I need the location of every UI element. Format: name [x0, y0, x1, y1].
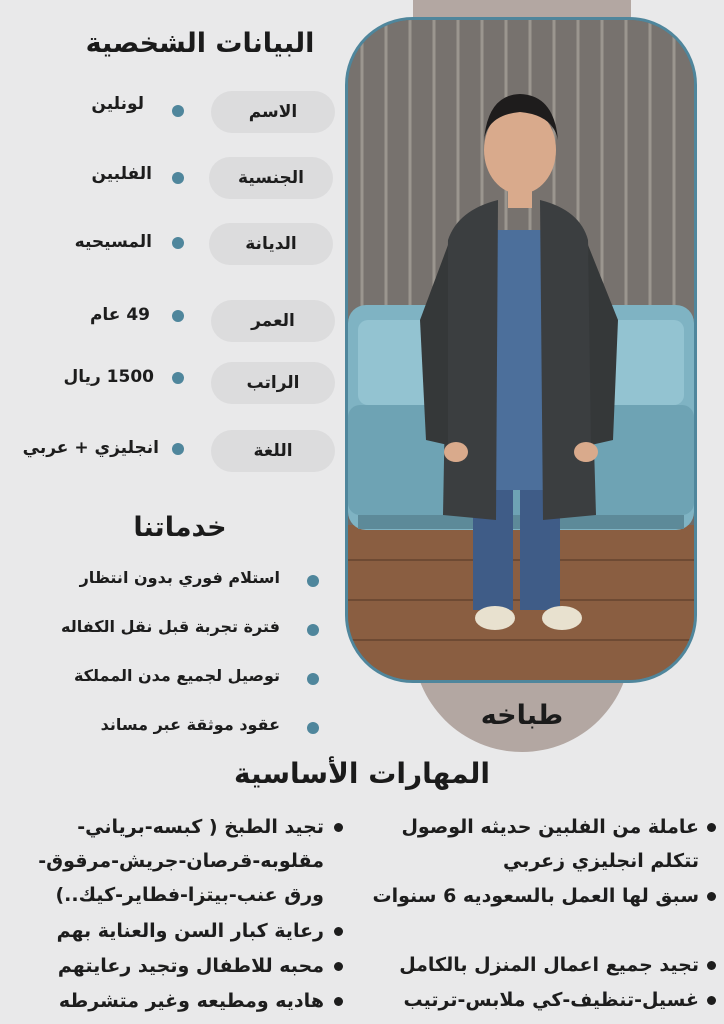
bullet-dot: [172, 372, 184, 384]
job-title: طباخه: [480, 700, 564, 731]
bullet-dot: [307, 624, 319, 636]
bullet-dot: [307, 722, 319, 734]
service-item: عقود موثقة عبر مساند: [100, 715, 280, 734]
field-label-name: الاسم: [211, 91, 335, 133]
skill-item: رعاية كبار السن والعناية بهم: [56, 920, 324, 942]
field-value-age: 49 عام: [89, 305, 150, 325]
bullet-dot: [172, 443, 184, 455]
bullet-dot: [172, 310, 184, 322]
field-label-language: اللغة: [211, 430, 335, 472]
bullet-dot: [172, 105, 184, 117]
skill-item: هاديه ومطيعه وغير متشرطه: [58, 990, 324, 1012]
field-label-religion: الديانة: [209, 223, 333, 265]
field-label-salary: الراتب: [211, 362, 335, 404]
skill-item: تجيد جميع اعمال المنزل بالكامل: [399, 954, 699, 976]
bullet-dot: [172, 237, 184, 249]
skill-item: غسيل-تنظيف-كي ملابس-ترتيب: [403, 989, 699, 1011]
field-value-religion: المسيحيه: [74, 232, 152, 252]
bullet-dot: [707, 961, 716, 970]
skill-item: سبق لها العمل بالسعوديه 6 سنوات: [372, 885, 699, 907]
field-label-nationality: الجنسية: [209, 157, 333, 199]
field-value-language: انجليزي + عربي: [22, 438, 159, 458]
bullet-dot: [334, 997, 343, 1006]
bullet-dot: [707, 996, 716, 1005]
field-value-nationality: الفلبين: [91, 164, 152, 184]
bullet-dot: [307, 673, 319, 685]
skill-item: تجيد الطبخ ( كبسه-برياني-مقلوبه-قرصان-جريش-مرقوق-ورق عنب-بيتزا-فطاير-كيك..): [38, 816, 324, 906]
bullet-dot: [707, 823, 716, 832]
field-value-salary: 1500 ريال: [63, 367, 154, 387]
service-item: فترة تجربة قبل نقل الكفاله: [60, 617, 280, 636]
bullet-dot: [334, 962, 343, 971]
bullet-dot: [172, 172, 184, 184]
bullet-dot: [707, 892, 716, 901]
profile-photo: [348, 20, 694, 680]
bullet-dot: [334, 927, 343, 936]
personal-info-title: البيانات الشخصية: [85, 28, 315, 59]
skill-item: عاملة من الفلبين حديثه الوصول تتكلم انجليزي زعربي: [401, 816, 699, 872]
field-value-name: لونلين: [91, 94, 144, 114]
profile-photo-frame: [345, 17, 697, 683]
skills-title: المهارات الأساسية: [234, 757, 490, 790]
skill-item: محبه للاطفال وتجيد رعايتهم: [57, 955, 324, 977]
bullet-dot: [334, 823, 343, 832]
services-title: خدماتنا: [133, 512, 227, 543]
service-item: توصيل لجميع مدن المملكة: [73, 666, 280, 685]
bullet-dot: [307, 575, 319, 587]
field-label-age: العمر: [211, 300, 335, 342]
service-item: استلام فوري بدون انتظار: [79, 568, 280, 587]
